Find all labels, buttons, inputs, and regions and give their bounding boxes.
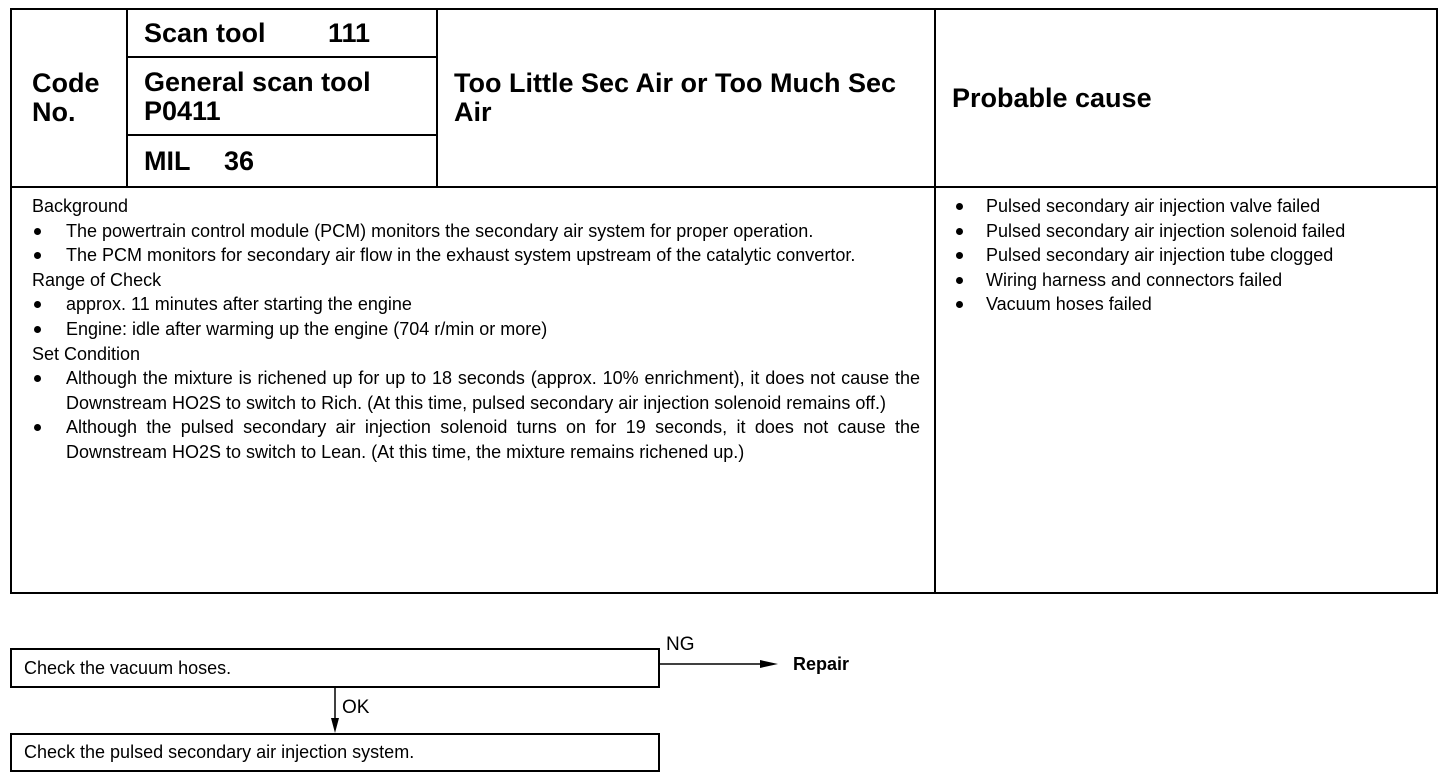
set-condition-item: Although the mixture is richened up for up to 18 seconds (approx. 10% enrichment), it does not cause the Downstream HO2S to switch to Rich. (At this time, pulsed secondary air injection solenoid remains off.): [32, 366, 920, 415]
mil-label: MIL: [144, 146, 191, 176]
range-item: approx. 11 minutes after starting the engine: [32, 292, 920, 317]
background-heading: Background: [32, 196, 129, 216]
code-label-line2: No.: [32, 97, 76, 127]
mil-code: 36: [224, 146, 255, 176]
set-condition-heading: Set Condition: [32, 343, 141, 364]
general-scan-tool-label: General scan tool: [144, 67, 371, 97]
ok-label: OK: [342, 697, 370, 718]
scan-tool-code: 111: [328, 18, 371, 48]
cause-item: Pulsed secondary air injection solenoid failed: [954, 219, 1426, 244]
general-scan-tool-code: P0411: [144, 96, 221, 126]
check-vacuum-hoses-step: [10, 648, 660, 688]
ok-arrow: [331, 688, 339, 733]
background-item: The PCM monitors for secondary air flow in the exhaust system upstream of the catalytic convertor.: [32, 243, 920, 268]
ng-arrow: [660, 660, 778, 668]
set-condition-item: Although the pulsed secondary air injection solenoid turns on for 19 seconds, it does not cause the Downstream HO2S to switch to Lean. (At this time, the mixture remains richened up.): [32, 415, 920, 464]
cause-item: Pulsed secondary air injection tube clogged: [954, 243, 1426, 268]
cause-item: Wiring harness and connectors failed: [954, 268, 1426, 293]
code-label-line1: Code: [32, 68, 100, 98]
scan-tool-label: Scan tool: [144, 18, 266, 48]
repair-result: Repair: [793, 654, 850, 674]
step2-text: Check the pulsed secondary air injection system.: [24, 742, 415, 762]
range-of-check-heading: Range of Check: [32, 269, 162, 290]
cause-item: Pulsed secondary air injection valve failed: [954, 194, 1426, 219]
range-item: Engine: idle after warming up the engine (704 r/min or more): [32, 317, 920, 342]
ng-label: NG: [666, 634, 695, 655]
background-item: The powertrain control module (PCM) monitors the secondary air system for proper operation.: [32, 219, 920, 244]
step1-text: Check the vacuum hoses.: [24, 657, 232, 678]
probable-cause-label: Probable cause: [952, 82, 1152, 113]
check-air-injection-step: [10, 733, 660, 772]
cause-item: Vacuum hoses failed: [954, 292, 1426, 317]
dtc-title-text: Too Little Sec Air or Too Much Sec Air: [454, 68, 897, 127]
